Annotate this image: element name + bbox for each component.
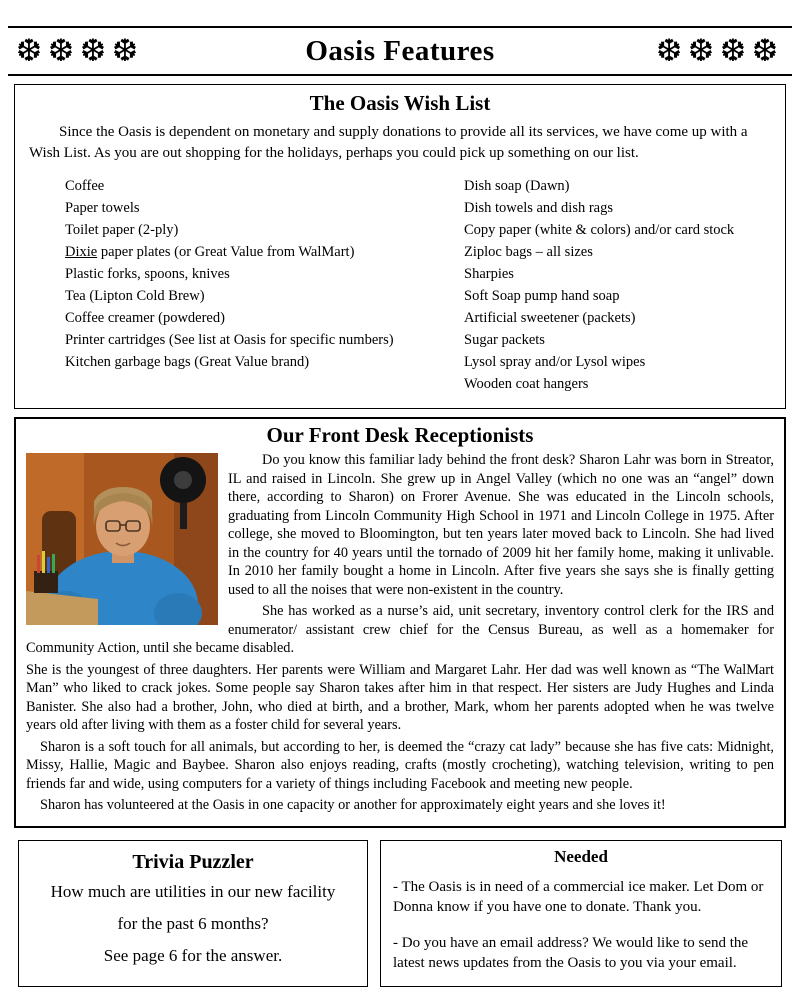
wish-list-title: The Oasis Wish List bbox=[309, 91, 491, 115]
snowflake-icon: ❆ bbox=[79, 32, 112, 69]
wish-list-item: Coffee creamer (powdered) bbox=[65, 310, 225, 326]
wish-list-item: Lysol spray and/or Lysol wipes bbox=[464, 354, 646, 370]
masthead bbox=[8, 26, 792, 76]
trivia-title: Trivia Puzzler bbox=[132, 850, 254, 873]
snowflake-icon: ❆ bbox=[111, 32, 144, 69]
wish-list-item: Dish towels and dish rags bbox=[464, 200, 614, 216]
receptionist-paragraph: She is the youngest of three daughters. Her parents were William and Margaret Lahr. Her dad was well known as “The WalMart Man” who liked to crack jokes. Some people say Sharon takes after him in that respect. Her sisters are Judy Hughes and Linda Banister. She also had a brother, John, who died at birth, and a brother, Mark, whom her parents adopted when he was twelve years old after living with them as a foster child for several years. bbox=[26, 661, 774, 733]
receptionist-paragraph: Sharon is a soft touch for all animals, but according to her, is deemed the “crazy cat lady” because she has five cats: Midnight, Missy, Hallie, Magic and Baybee. Sharon also enjoys reading, crafts (mostly crocheting), watching television, writing to pen friends far and wide, using computers for a variety of things including Facebook and meeting new people. bbox=[26, 738, 774, 792]
needed-box bbox=[380, 840, 782, 987]
receptionists-title: Our Front Desk Receptionists bbox=[266, 423, 534, 447]
wish-list-columns bbox=[29, 178, 771, 398]
wish-list-item: Dixie paper plates (or Great Value from WalMart) bbox=[65, 244, 355, 260]
receptionist-paragraph: She has worked as a nurse’s aid, unit secretary, inventory control clerk for the IRS and enumerator/ assistant crew chief for the Census Bureau, as well as a homemaker for Community Action, until she became disabled. bbox=[26, 603, 774, 656]
needed-item: - Do you have an email address? We would like to send the latest news updates from the Oasis to you via your email. bbox=[393, 934, 749, 971]
wish-list-right-column bbox=[400, 178, 771, 398]
trivia-question-line: for the past 6 months? bbox=[117, 913, 269, 933]
needed-item: - The Oasis is in need of a commercial ice maker. Let Dom or Donna know if you have one to donate. Thank you. bbox=[393, 878, 764, 915]
snowflake-icon: ❆ bbox=[16, 32, 48, 69]
wish-list-item: Sharpies bbox=[464, 266, 514, 282]
wish-list-item: Paper towels bbox=[65, 200, 140, 216]
wish-list-left-column bbox=[29, 178, 400, 398]
trivia-answer-hint: See page 6 for the answer. bbox=[103, 945, 283, 965]
wish-list-item: Kitchen garbage bags (Great Value brand) bbox=[65, 354, 310, 370]
receptionist-paragraph: Sharon has volunteered at the Oasis in one capacity or another for approximately eight years and she loves it! bbox=[40, 797, 666, 813]
wish-list-item: Dish soap (Dawn) bbox=[464, 178, 570, 194]
snowflake-icon: ❆ bbox=[752, 32, 784, 69]
wish-list-item: Toilet paper (2-ply) bbox=[65, 222, 179, 238]
wish-list-item: Copy paper (white & colors) and/or card stock bbox=[464, 222, 735, 238]
wish-list-intro: Since the Oasis is dependent on monetary and supply donations to provide all its services, we have come up with a Wish List. As you are out shopping for the holidays, perhaps you could pick up something on our list. bbox=[29, 124, 748, 161]
wish-list-item: Printer cartridges (See list at Oasis for specific numbers) bbox=[65, 332, 394, 348]
wish-list-item: Plastic forks, spoons, knives bbox=[65, 266, 230, 282]
wish-list-item: Soft Soap pump hand soap bbox=[464, 288, 620, 304]
newsletter-page bbox=[0, 26, 800, 987]
snowflake-icon: ❆ bbox=[47, 32, 80, 69]
page-title: Oasis Features bbox=[305, 34, 495, 67]
snowflake-icon: ❆ bbox=[688, 32, 721, 69]
bottom-row bbox=[18, 840, 782, 987]
snowflakes-right bbox=[656, 32, 784, 69]
wish-list-item: Tea (Lipton Cold Brew) bbox=[65, 288, 205, 304]
wish-list-item: Artificial sweetener (packets) bbox=[464, 310, 636, 326]
receptionists-section bbox=[14, 417, 786, 828]
wish-list-item: Ziploc bags – all sizes bbox=[464, 244, 593, 260]
needed-title: Needed bbox=[554, 846, 608, 866]
trivia-question-line: How much are utilities in our new facility bbox=[50, 881, 336, 901]
wish-list-section bbox=[14, 84, 786, 409]
wish-list-item: Sugar packets bbox=[464, 332, 545, 348]
wish-list-item: Wooden coat hangers bbox=[464, 376, 589, 392]
receptionist-paragraph: Do you know this familiar lady behind the front desk? Sharon Lahr was born in Streator, IL and raised in Lincoln. She grew up in Angel Valley (which no one was an “angel” down there, according to Sharon) on Frorer Avenue. She was educated in the Lincoln schools, graduating from Lincoln Community High School in 1971 and Lincoln College in 1975. After college, she moved to Bloomington, but ten years later moved back to Lincoln. She had lived in the country for 40 years until the tornado of 2009 hit her family home, making it unlivable. In 2010 her family bought a home in Lincoln. After five years she says she is finally getting used to all the noises that were non-existent in the country. bbox=[228, 452, 774, 598]
snowflakes-left bbox=[16, 32, 144, 69]
trivia-puzzler-box bbox=[18, 840, 368, 987]
wish-list-item: Coffee bbox=[65, 178, 105, 194]
snowflake-icon: ❆ bbox=[656, 32, 689, 69]
receptionist-photo bbox=[26, 453, 218, 625]
snowflake-icon: ❆ bbox=[720, 32, 753, 69]
